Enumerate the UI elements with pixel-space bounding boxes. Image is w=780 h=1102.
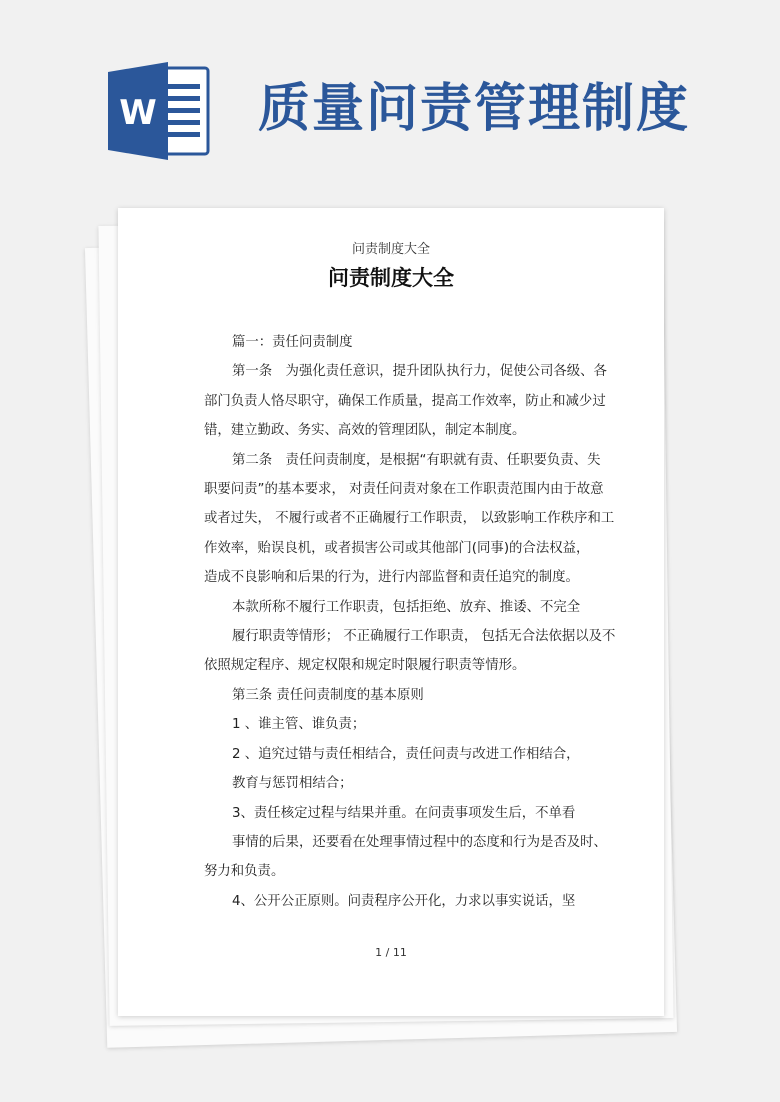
body-line: 3、责任核定过程与结果并重。在问责事项发生后，不单看 xyxy=(232,805,576,821)
body-line: 作效率，贻误良机，或者损害公司或其他部门(同事)的合法权益， xyxy=(204,540,590,556)
banner xyxy=(0,0,780,200)
body-line: 1 、谁主管、谁负责； xyxy=(232,717,366,733)
svg-text:W: W xyxy=(119,93,157,133)
banner-title: 质量问责管理制度 xyxy=(258,78,691,139)
page-number: 1 / 11 xyxy=(375,946,407,959)
body-line: 部门负责人恪尽职守，确保工作质量，提高工作效率，防止和减少过 xyxy=(204,393,606,409)
body-line: 造成不良影响和后果的行为，进行内部监督和责任追究的制度。 xyxy=(204,570,579,586)
body-line: 第三条 责任问责制度的基本原则 xyxy=(232,687,424,703)
body-line: 教育与惩罚相结合； xyxy=(232,776,353,792)
body-line: 篇一：责任问责制度 xyxy=(232,335,353,350)
body-line: 事情的后果，还要看在处理事情过程中的态度和行为是否及时、 xyxy=(232,834,607,850)
body-line: 履行职责等情形； 不正确履行工作职责， 包括无合法依据以及不 xyxy=(232,629,616,645)
body-line: 依照规定程序、规定权限和规定时限履行职责等情形。 xyxy=(204,658,526,674)
body-line: 职要问责”的基本要求， 对责任问责对象在工作职责范围内由于故意 xyxy=(204,482,604,498)
document-title: 问责制度大全 xyxy=(328,266,454,290)
body-line: 4、公开公正原则。问责程序公开化，力求以事实说话，坚 xyxy=(232,893,576,909)
document-body xyxy=(204,328,614,916)
running-head: 问责制度大全 xyxy=(351,242,430,257)
document-page xyxy=(118,208,664,1016)
body-line: 第一条 为强化责任意识，提升团队执行力，促使公司各级、各 xyxy=(232,364,607,380)
word-document-icon xyxy=(108,62,210,160)
body-line: 或者过失， 不履行或者不正确履行工作职责， 以致影响工作秩序和工 xyxy=(204,511,615,527)
body-line: 错，建立勤政、务实、高效的管理团队，制定本制度。 xyxy=(204,423,526,439)
body-line: 本款所称不履行工作职责，包括拒绝、放弃、推诿、不完全 xyxy=(232,599,581,615)
body-line: 2 、追究过错与责任相结合，责任问责与改进工作相结合， xyxy=(232,746,580,762)
body-line: 努力和负责。 xyxy=(204,864,285,880)
body-line: 第二条 责任问责制度，是根据“有职就有责、任职要负责、失 xyxy=(232,452,601,468)
